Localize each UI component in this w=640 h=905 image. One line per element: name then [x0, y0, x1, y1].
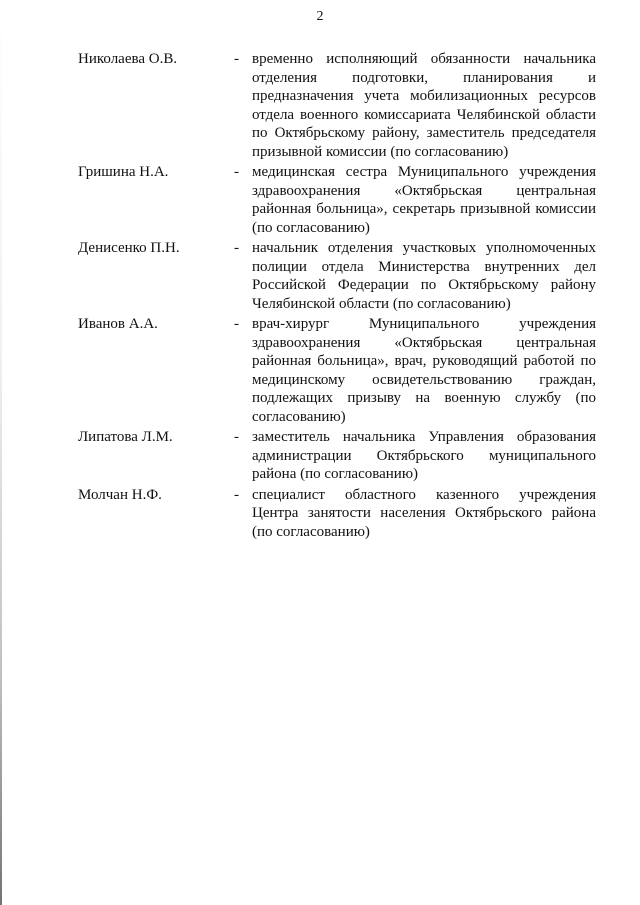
- member-entry: [78, 239, 600, 313]
- commission-members-list: [78, 50, 600, 543]
- member-entry: [78, 50, 600, 161]
- member-name: Молчан Н.Ф.: [78, 486, 162, 503]
- member-role: заместитель начальника Управления образования администрации Октябрьского муниципального района (по согласованию): [252, 429, 596, 482]
- member-dash: -: [234, 316, 239, 332]
- member-name: Липатова Л.М.: [78, 429, 173, 445]
- member-dash: -: [234, 164, 239, 180]
- member-role: врач-хирург Муниципального учреждения здравоохранения «Октябрьская центральная районная больница», врач, руководящий работой по медицинскому освидетельствованию граждан, подлежащих призыву на военную службу (по согласованию): [252, 316, 596, 425]
- member-dash: -: [234, 429, 239, 445]
- member-dash: -: [234, 51, 239, 67]
- member-role: временно исполняющий обязанности начальника отделения подготовки, планирования и предназначения учета мобилизационных ресурсов отдела военного комиссариата Челябинской области по Октябрьскому району, заместитель председателя призывной комиссии (по согласованию): [252, 51, 596, 160]
- page-number: 2: [316, 9, 324, 24]
- member-role: медицинская сестра Муниципального учреждения здравоохранения «Октябрьская центральная районная больница», секретарь призывной комиссии (по согласованию): [252, 164, 596, 236]
- member-dash: -: [234, 240, 239, 256]
- member-entry: [78, 486, 600, 542]
- member-name: Гришина Н.А.: [78, 164, 169, 180]
- member-role: специалист областного казенного учреждения Центра занятости населения Октябрьского района (по согласованию): [252, 486, 596, 540]
- member-name: Николаева О.В.: [78, 51, 178, 67]
- member-name: Денисенко П.Н.: [78, 240, 180, 256]
- member-entry: [78, 315, 600, 426]
- member-entry: [78, 163, 600, 237]
- member-name: Иванов А.А.: [78, 316, 158, 332]
- member-dash: -: [234, 486, 239, 503]
- scan-edge: [0, 0, 2, 905]
- member-role: начальник отделения участковых уполномоченных полиции отдела Министерства внутренних дел Российской Федерации по Октябрьскому району Челябинской области (по согласованию): [252, 240, 596, 312]
- member-entry: [78, 428, 600, 484]
